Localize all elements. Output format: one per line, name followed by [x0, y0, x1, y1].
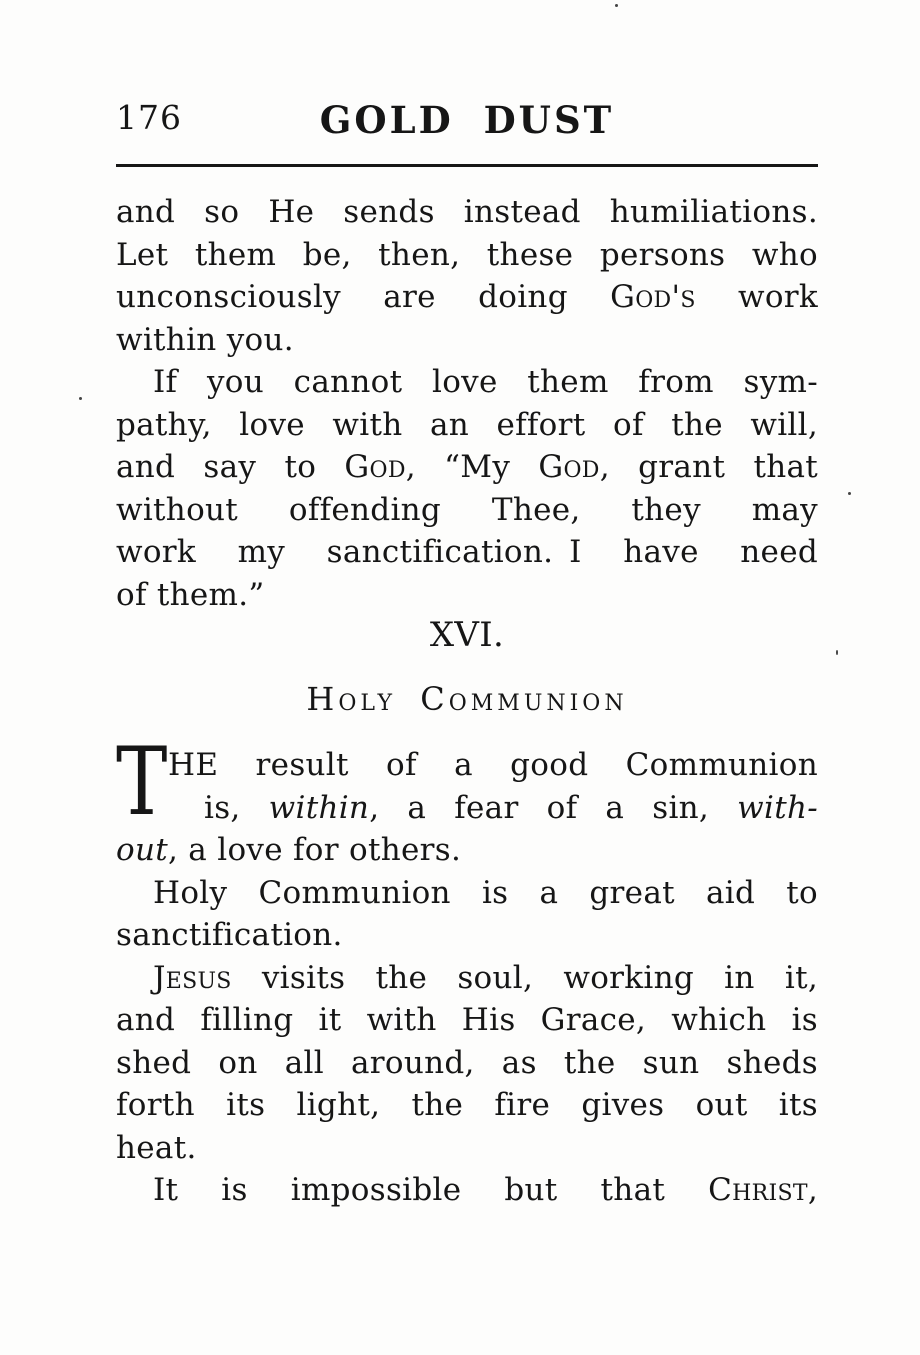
- text-segment: , a fear of a sin,: [369, 789, 738, 826]
- page-header: [116, 98, 818, 142]
- text-line: within you.: [116, 321, 294, 358]
- text-segment: and say to: [116, 449, 345, 485]
- text-line: heat.: [116, 1129, 197, 1166]
- small-caps-text: Jesus: [153, 959, 232, 996]
- small-caps-text: God: [344, 449, 406, 485]
- small-caps-text: God's: [610, 279, 696, 315]
- text-line: shed on all around, as the sun sheds: [116, 1044, 818, 1081]
- text-line: and filling it with His Grace, which is: [116, 1002, 818, 1038]
- text-line: pathy, love with an effort of the will,: [116, 406, 818, 443]
- text-line: of them.”: [116, 576, 265, 613]
- text-line: [116, 787, 818, 830]
- running-title: GOLD DUST: [319, 98, 615, 142]
- text-segment: unconsciously are doing: [116, 279, 611, 315]
- chapter-title: Holy Communion: [306, 680, 628, 718]
- paragraph: [116, 872, 818, 957]
- small-caps-text: God: [538, 449, 600, 485]
- chapter-number: XVI.: [429, 615, 505, 655]
- page-body: [116, 191, 818, 1212]
- text-segment: is,: [204, 789, 269, 826]
- text-segment: visits the soul, working in it,: [231, 959, 818, 996]
- text-segment: , “My: [405, 449, 539, 485]
- scan-speck: [848, 492, 851, 495]
- paragraph: [116, 1169, 818, 1212]
- text-segment: , grant that: [599, 449, 819, 485]
- text-line: [116, 276, 818, 319]
- text-segment: work: [695, 279, 819, 315]
- text-line: Let them be, then, these persons who: [116, 236, 818, 273]
- italic-text: with-: [737, 789, 819, 826]
- text-line: [116, 829, 818, 872]
- text-line: [116, 1169, 818, 1212]
- text-segment: , a love for others.: [168, 832, 462, 868]
- scan-speck: [615, 4, 618, 7]
- text-line: forth its light, the fire gives out its: [116, 1087, 818, 1123]
- text-line: Holy Communion is a great aid to: [153, 874, 818, 911]
- scan-speck: [79, 397, 82, 400]
- drop-cap: T: [116, 728, 168, 837]
- header-rule: [116, 164, 818, 167]
- small-caps-text: Christ: [708, 1172, 808, 1208]
- italic-text: out: [116, 832, 168, 868]
- italic-text: within: [268, 789, 370, 826]
- text-line: and so He sends instead humiliations.: [116, 194, 818, 230]
- text-line: If you cannot love them from sym-: [153, 364, 818, 400]
- text-line: [116, 957, 818, 1000]
- text-line: sanctification.: [116, 917, 343, 953]
- paragraph: [116, 361, 818, 616]
- text-line: HE result of a good Communion: [168, 747, 818, 783]
- paragraph: [116, 191, 818, 361]
- page-number: 176: [116, 98, 182, 137]
- text-line: work my sanctification. I have need: [116, 534, 818, 570]
- text-segment: It is impossible but that: [153, 1172, 709, 1208]
- text-line: without offending Thee, they may: [116, 491, 818, 528]
- text-line: [116, 446, 818, 489]
- text-segment: ,: [807, 1172, 818, 1208]
- paragraph: [116, 728, 819, 872]
- paragraph: [116, 957, 818, 1170]
- scan-speck: [836, 650, 838, 655]
